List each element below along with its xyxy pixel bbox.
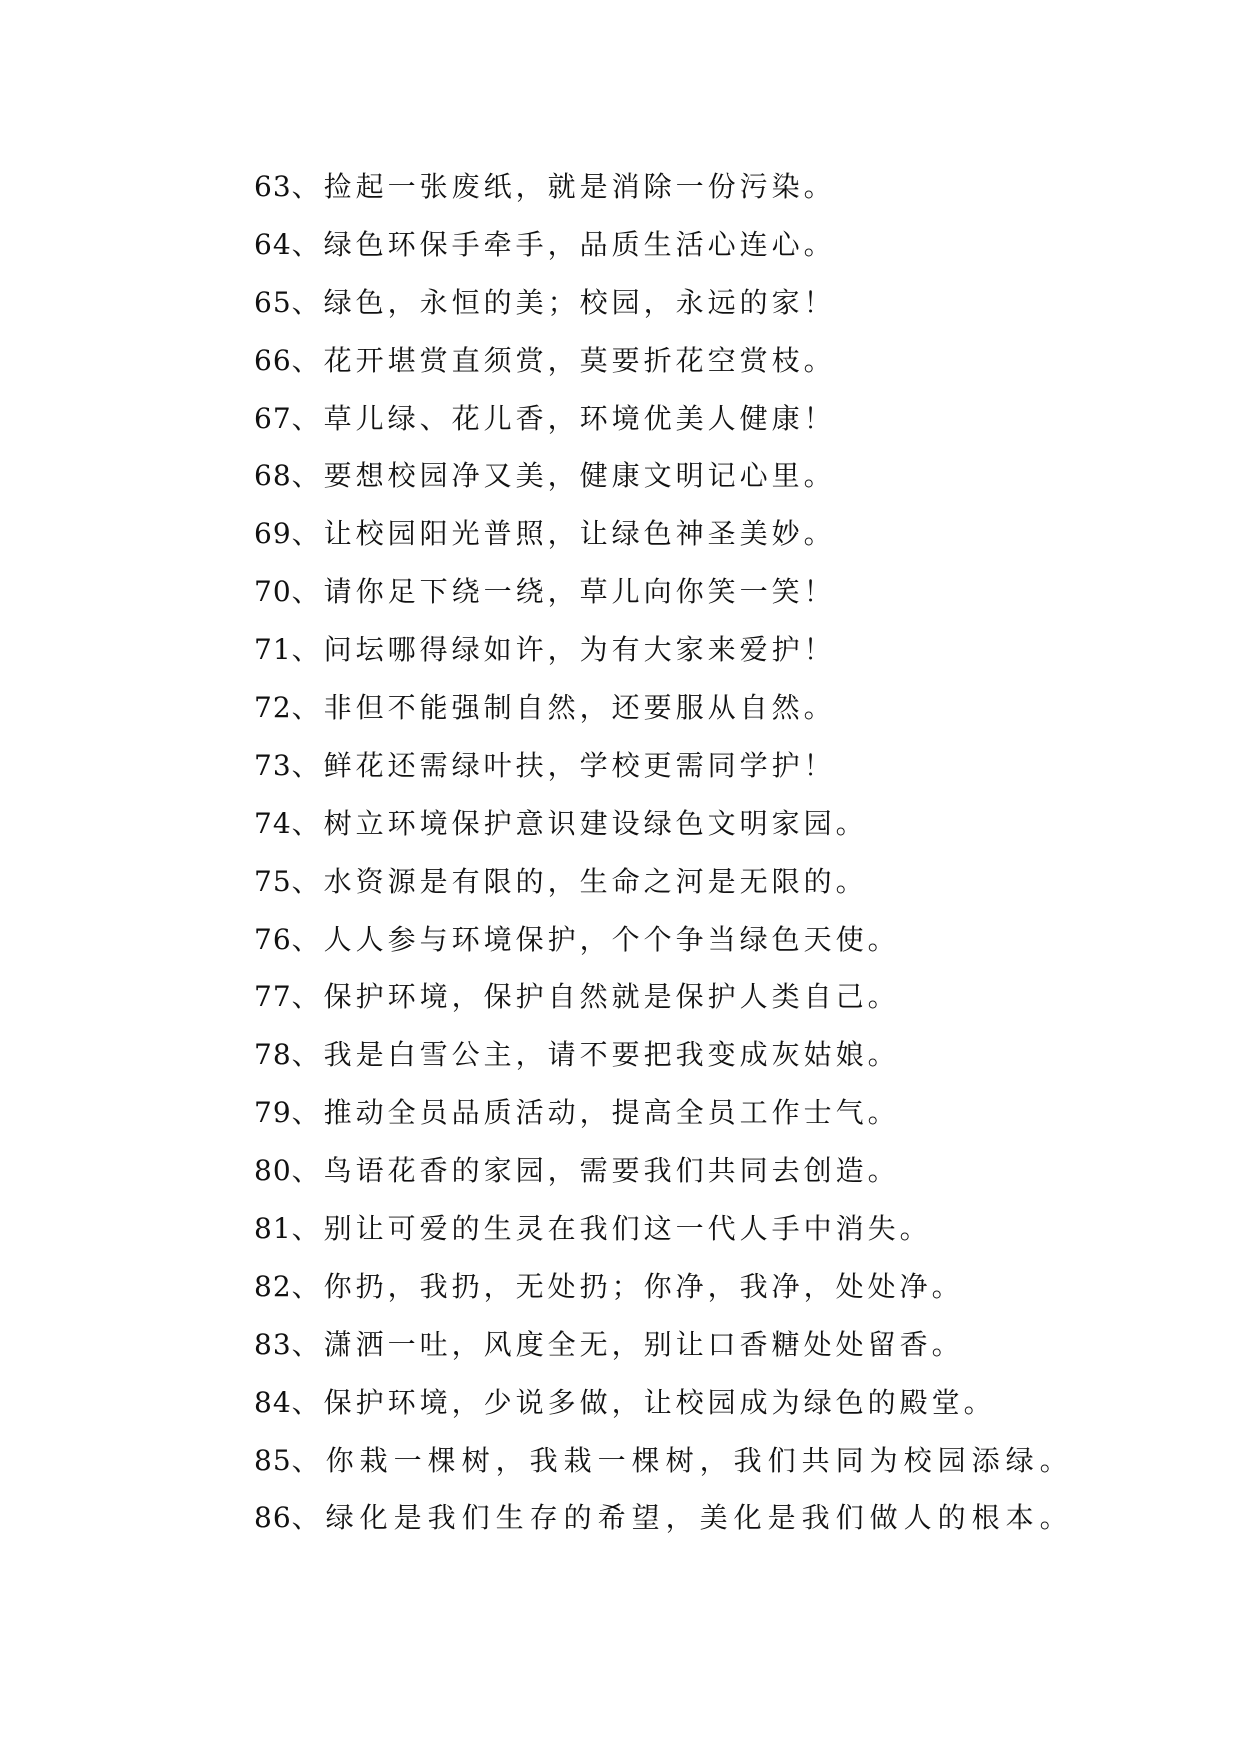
item-number: 77 <box>254 980 292 1014</box>
item-text: 、让校园阳光普照，让绿色神圣美妙。 <box>291 517 836 551</box>
list-item <box>254 1258 1154 1316</box>
item-number: 80 <box>254 1154 292 1188</box>
item-number: 84 <box>254 1385 292 1419</box>
list-item <box>254 274 1154 332</box>
item-number: 76 <box>254 922 292 956</box>
list-item <box>254 853 1154 911</box>
list-item <box>254 332 1154 390</box>
item-number: 81 <box>254 1212 292 1246</box>
item-text: 、花开堪赏直须赏，莫要折花空赏枝。 <box>291 343 836 377</box>
item-text: 、潇洒一吐，风度全无，别让口香糖处处留香。 <box>291 1327 964 1361</box>
item-number: 72 <box>254 691 292 725</box>
item-text: 、问坛哪得绿如许，为有大家来爱护！ <box>291 633 836 667</box>
list-item <box>254 505 1154 563</box>
list-item <box>254 911 1154 969</box>
item-number: 86 <box>254 1501 292 1535</box>
item-number: 71 <box>254 633 292 667</box>
list-item <box>254 447 1154 505</box>
item-number: 68 <box>254 459 292 493</box>
item-text: 、绿色环保手牵手，品质生活心连心。 <box>291 227 836 261</box>
item-text: 、保护环境，少说多做，让校园成为绿色的殿堂。 <box>291 1385 996 1419</box>
item-number: 69 <box>254 517 292 551</box>
list-item <box>254 1084 1154 1142</box>
item-text: 、我是白雪公主，请不要把我变成灰姑娘。 <box>291 1038 900 1072</box>
list-item <box>254 1374 1154 1432</box>
item-text: 、你栽一棵树，我栽一棵树，我们共同为校园添绿。 <box>291 1443 1074 1477</box>
list-item <box>254 1316 1154 1374</box>
item-text: 、绿色，永恒的美；校园，永远的家！ <box>291 285 836 319</box>
item-number: 83 <box>254 1327 292 1361</box>
item-number: 70 <box>254 575 292 609</box>
list-item <box>254 968 1154 1026</box>
item-number: 79 <box>254 1096 292 1130</box>
item-text: 、保护环境，保护自然就是保护人类自己。 <box>291 980 900 1014</box>
item-text: 、你扔，我扔，无处扔；你净，我净，处处净。 <box>291 1269 964 1303</box>
item-text: 、水资源是有限的，生命之河是无限的。 <box>291 864 868 898</box>
item-number: 73 <box>254 748 292 782</box>
item-text: 、非但不能强制自然，还要服从自然。 <box>291 691 836 725</box>
list-item <box>254 390 1154 448</box>
list-item <box>254 216 1154 274</box>
list-item <box>254 795 1154 853</box>
list-item <box>254 679 1154 737</box>
list-item <box>254 737 1154 795</box>
item-text: 、树立环境保护意识建设绿色文明家园。 <box>291 806 868 840</box>
item-number: 67 <box>254 401 292 435</box>
list-item <box>254 621 1154 679</box>
item-number: 65 <box>254 285 292 319</box>
item-text: 、绿化是我们生存的希望，美化是我们做人的根本。 <box>291 1501 1074 1535</box>
item-text: 、捡起一张废纸，就是消除一份污染。 <box>291 170 836 203</box>
slogan-list <box>254 158 1154 1547</box>
item-number: 85 <box>254 1443 292 1477</box>
list-item <box>254 1432 1154 1490</box>
item-number: 78 <box>254 1038 292 1072</box>
item-text: 、要想校园净又美，健康文明记心里。 <box>291 459 836 493</box>
list-item <box>254 1200 1154 1258</box>
item-text: 、别让可爱的生灵在我们这一代人手中消失。 <box>291 1212 932 1246</box>
item-number: 75 <box>254 864 292 898</box>
item-text: 、草儿绿、花儿香，环境优美人健康！ <box>291 401 836 435</box>
list-item <box>254 563 1154 621</box>
item-text: 、推动全员品质活动，提高全员工作士气。 <box>291 1096 900 1130</box>
item-text: 、鲜花还需绿叶扶，学校更需同学护！ <box>291 748 836 782</box>
list-item <box>254 1489 1154 1547</box>
item-number: 64 <box>254 227 292 261</box>
item-number: 82 <box>254 1269 292 1303</box>
list-item <box>254 1026 1154 1084</box>
list-item <box>254 1142 1154 1200</box>
item-number: 63 <box>254 170 292 203</box>
item-number: 74 <box>254 806 292 840</box>
item-text: 、人人参与环境保护，个个争当绿色天使。 <box>291 922 900 956</box>
list-item <box>254 158 1154 216</box>
item-text: 、鸟语花香的家园，需要我们共同去创造。 <box>291 1154 900 1188</box>
item-number: 66 <box>254 343 292 377</box>
item-text: 、请你足下绕一绕，草儿向你笑一笑！ <box>291 575 836 609</box>
